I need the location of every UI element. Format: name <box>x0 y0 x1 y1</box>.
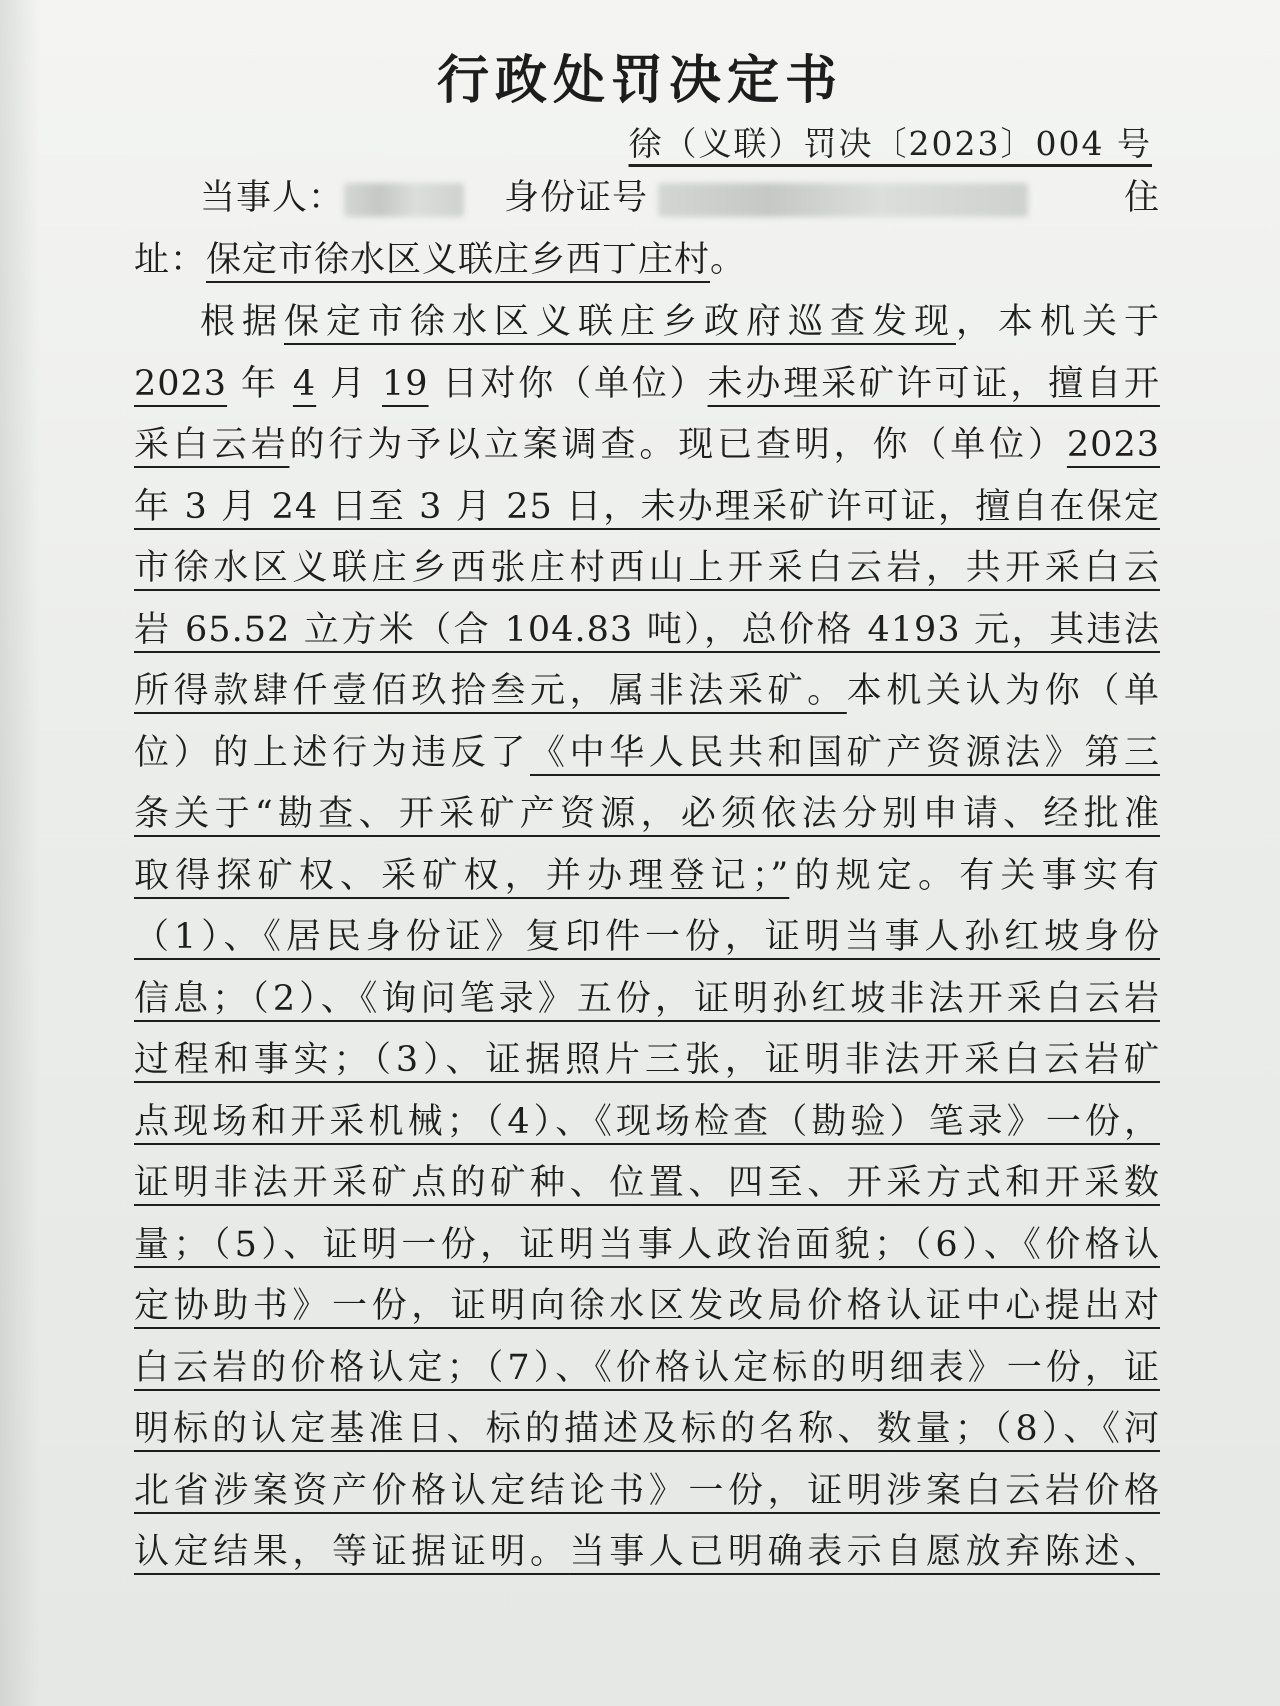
address-line <box>134 232 1160 282</box>
underlined-text: 所得款肆仟壹佰玖拾叁元，属非法采矿。 <box>134 671 847 711</box>
body-line <box>134 1524 1160 1574</box>
body-line <box>134 1401 1160 1451</box>
plain-text: 的行为予以立案调查。现已查明，你（单位） <box>289 425 1067 465</box>
underlined-text: 量；（5）、证明一份，证明当事人政治面貌；（6）、《价格认 <box>134 1224 1160 1265</box>
underlined-text: 定协助书》一份，证明向徐水区发改局价格认证中心提出对 <box>134 1286 1160 1326</box>
body-line <box>134 356 1160 406</box>
underlined-text: 认定结果，等证据证明。 <box>134 1532 570 1572</box>
body-line <box>134 1340 1160 1390</box>
body-line <box>200 294 1160 344</box>
document-title: 行政处罚决定书 <box>436 51 843 111</box>
body-line <box>134 479 1160 529</box>
underlined-text: 2023 <box>1066 425 1160 465</box>
id-label: 身份证号 <box>504 178 649 218</box>
body-line <box>134 909 1160 959</box>
plain-text: 本机关认为你（单 <box>846 671 1160 711</box>
underlined-text: 19 <box>382 363 429 404</box>
plain-text: ，本机关于 <box>955 302 1160 342</box>
underlined-text: 未办理采矿许可证，擅自开 <box>707 363 1160 404</box>
body-line <box>134 1278 1160 1328</box>
body-line <box>134 971 1160 1021</box>
plain-text: 年 <box>227 363 293 404</box>
body-line <box>134 663 1160 713</box>
address-prefix: 住 <box>1123 178 1160 218</box>
underlined-text: 当事人已明确表示自愿放弃陈述、 <box>569 1532 1160 1572</box>
body-line <box>134 602 1160 652</box>
plain-text: 的规定。有关事实有 <box>789 855 1160 896</box>
address-end: 。 <box>710 240 747 280</box>
body-line <box>134 725 1160 775</box>
plain-text: 月 <box>316 363 383 404</box>
underlined-text: 信息；（2）、《询问笔录》五份，证明孙红坡非法开采白云岩 <box>134 978 1160 1019</box>
underlined-text: 条关于“勘查、开采矿产资源，必须依法分别申请、经批准 <box>134 794 1160 834</box>
underlined-text: 年 3 月 24 日至 3 月 25 日，未办理采矿许可证，擅自在保定 <box>134 486 1160 527</box>
underlined-text: 点现场和开采机械；（4）、《现场检查（勘验）笔录》一份， <box>134 1101 1160 1142</box>
body-line <box>134 848 1160 898</box>
underlined-text: 明标的认定基准日、标的描述及标的名称、数量；（8）、《河 <box>134 1409 1160 1449</box>
underlined-text: 《中华人民共和国矿产资源法》第三 <box>530 732 1160 773</box>
underlined-text: 北省涉案资产价格认定结论书》一份，证明涉案白云岩价格 <box>134 1470 1160 1511</box>
underlined-text: （1）、《居民身份证》复印件一份，证明当事人孙红坡身份 <box>134 917 1160 957</box>
plain-text: 位）的上述行为违反了 <box>134 732 530 773</box>
party-label: 当事人： <box>200 178 345 218</box>
underlined-text: 过程和事实；（3）、证据照片三张，证明非法开采白云岩矿 <box>134 1040 1160 1080</box>
document-number: 徐（义联）罚决〔2023〕004 号 <box>628 124 1152 163</box>
underlined-text: 岩 65.52 立方米（合 104.83 吨），总价格 4193 元，其违法 <box>134 609 1160 650</box>
underlined-text: 保定市徐水区义联庄乡政府巡查发现 <box>284 302 956 342</box>
redacted-name <box>344 183 464 217</box>
address-label: 址： <box>134 240 207 280</box>
plain-text: 根据 <box>200 302 284 342</box>
body-line <box>134 1094 1160 1144</box>
address-value: 保定市徐水区义联庄乡西丁庄村 <box>206 240 711 280</box>
page-shadow <box>0 0 40 1706</box>
body-line <box>134 540 1160 590</box>
plain-text: 日对你（单位） <box>428 363 708 404</box>
body-line <box>134 1217 1160 1267</box>
underlined-text: 采白云岩 <box>134 425 290 465</box>
body-line <box>134 1032 1160 1082</box>
body-line <box>134 1155 1160 1205</box>
body-line <box>134 417 1160 467</box>
underlined-text: 白云岩的价格认定；（7）、《价格认定标的明细表》一份，证 <box>134 1347 1160 1388</box>
underlined-text: 取得探矿权、采矿权，并办理登记；” <box>134 855 790 896</box>
party-line <box>200 170 1160 220</box>
body-line <box>134 786 1160 836</box>
underlined-text: 2023 <box>134 363 228 404</box>
underlined-text: 市徐水区义联庄乡西张庄村西山上开采白云岩，共开采白云 <box>134 548 1160 588</box>
underlined-text: 4 <box>292 363 317 404</box>
redacted-id-number <box>658 183 1028 217</box>
underlined-text: 证明非法开采矿点的矿种、位置、四至、开采方式和开采数 <box>134 1163 1160 1203</box>
body-line <box>134 1463 1160 1513</box>
